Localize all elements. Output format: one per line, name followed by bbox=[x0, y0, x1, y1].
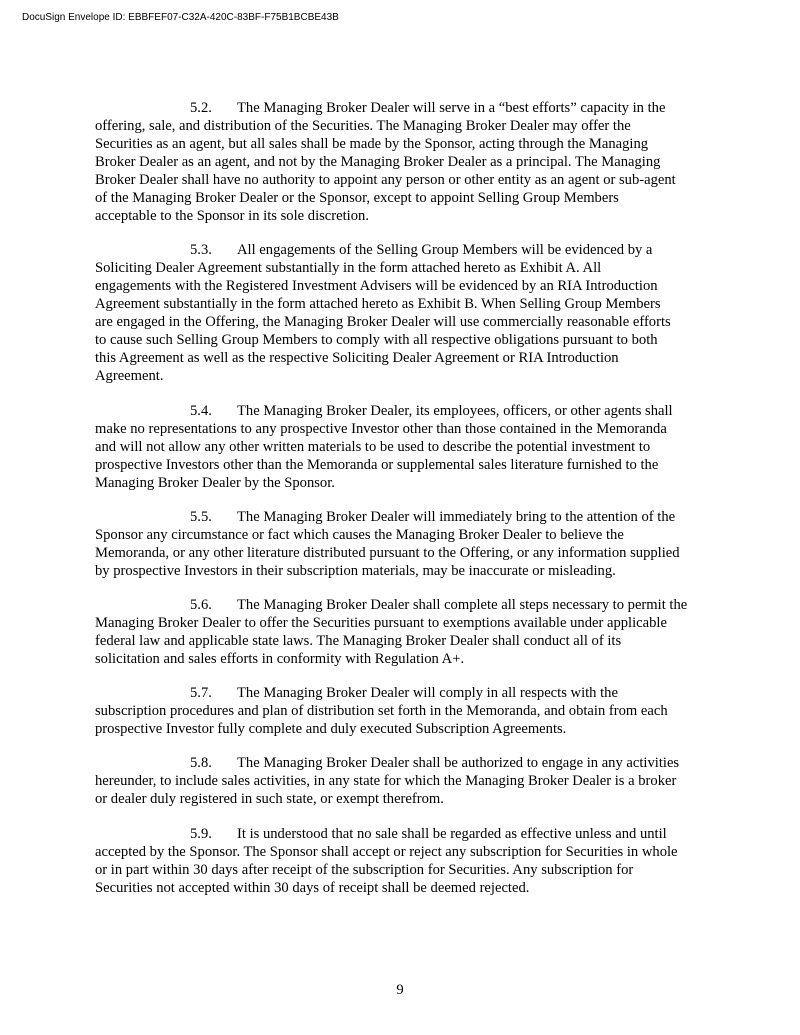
line-text: The Managing Broker Dealer will serve in a “best efforts” capacity in the bbox=[237, 100, 666, 116]
text-line bbox=[95, 153, 735, 171]
line-text: federal law and applicable state laws. The Managing Broker Dealer shall conduct all of its bbox=[95, 633, 622, 649]
text-line bbox=[95, 241, 735, 259]
section-5-7 bbox=[95, 684, 735, 738]
line-text: are engaged in the Offering, the Managing Broker Dealer will use commercially reasonable efforts bbox=[95, 314, 671, 330]
text-line bbox=[95, 720, 735, 738]
page-number: 9 bbox=[396, 982, 404, 998]
section-number: 5.7. bbox=[190, 685, 212, 701]
section-number: 5.8. bbox=[190, 755, 212, 771]
text-line bbox=[95, 790, 735, 808]
section-number: 5.5. bbox=[190, 509, 212, 525]
text-line bbox=[95, 171, 735, 189]
line-text: prospective Investors other than the Memoranda or supplemental sales literature furnished to the bbox=[95, 457, 659, 473]
text-line bbox=[95, 632, 735, 650]
line-text: Broker Dealer shall have no authority to appoint any person or other entity as an agent or sub-agent bbox=[95, 172, 676, 188]
section-number: 5.9. bbox=[190, 826, 212, 842]
line-text: or dealer duly registered in such state, or exempt therefrom. bbox=[95, 791, 444, 807]
line-text: The Managing Broker Dealer shall be authorized to engage in any activities bbox=[237, 755, 680, 771]
line-text: The Managing Broker Dealer, its employees, officers, or other agents shall bbox=[237, 403, 673, 419]
section-number: 5.4. bbox=[190, 403, 212, 419]
section-5-3 bbox=[95, 241, 735, 385]
line-text: Securities not accepted within 30 days of receipt shall be deemed rejected. bbox=[95, 880, 530, 896]
line-text: The Managing Broker Dealer will immediately bring to the attention of the bbox=[237, 509, 676, 525]
section-5-4 bbox=[95, 402, 735, 492]
text-line bbox=[95, 650, 735, 668]
text-line bbox=[95, 596, 735, 614]
text-line bbox=[95, 313, 735, 331]
text-line bbox=[95, 754, 735, 772]
line-text: hereunder, to include sales activities, in any state for which the Managing Broker Dealer is a broker bbox=[95, 773, 677, 789]
line-text: Agreement substantially in the form attached hereto as Exhibit B. When Selling Group Members bbox=[95, 296, 661, 312]
line-text: Memoranda, or any other literature distributed pursuant to the Offering, or any information supplied bbox=[95, 545, 680, 561]
text-line bbox=[95, 474, 735, 492]
section-5-5 bbox=[95, 508, 735, 580]
text-line bbox=[95, 277, 735, 295]
line-text: make no representations to any prospective Investor other than those contained in the Memoranda bbox=[95, 421, 667, 437]
text-line bbox=[95, 189, 735, 207]
text-line bbox=[95, 402, 735, 420]
text-line bbox=[95, 207, 735, 225]
line-text: Managing Broker Dealer by the Sponsor. bbox=[95, 475, 335, 491]
section-number: 5.2. bbox=[190, 100, 212, 116]
section-5-8 bbox=[95, 754, 735, 808]
text-line bbox=[95, 544, 735, 562]
line-text: Agreement. bbox=[95, 368, 164, 384]
line-text: Managing Broker Dealer to offer the Securities pursuant to exemptions available under applicable bbox=[95, 615, 667, 631]
line-text: The Managing Broker Dealer will comply in all respects with the bbox=[237, 685, 618, 701]
section-5-6 bbox=[95, 596, 735, 668]
text-line bbox=[95, 438, 735, 456]
line-text: acceptable to the Sponsor in its sole discretion. bbox=[95, 208, 369, 224]
text-line bbox=[95, 614, 735, 632]
line-text: engagements with the Registered Investment Advisers will be evidenced by an RIA Introduction bbox=[95, 278, 658, 294]
text-line bbox=[95, 349, 735, 367]
text-line bbox=[95, 420, 735, 438]
line-text: All engagements of the Selling Group Members will be evidenced by a bbox=[237, 242, 653, 258]
line-text: accepted by the Sponsor. The Sponsor shall accept or reject any subscription for Securities in whole bbox=[95, 844, 678, 860]
line-text: and will not allow any other written materials to be used to describe the potential investment to bbox=[95, 439, 651, 455]
line-text: to cause such Selling Group Members to comply with all respective obligations pursuant to both bbox=[95, 332, 658, 348]
line-text: It is understood that no sale shall be regarded as effective unless and until bbox=[237, 826, 667, 842]
text-line bbox=[95, 508, 735, 526]
line-text: Soliciting Dealer Agreement substantially in the form attached hereto as Exhibit A. All bbox=[95, 260, 602, 276]
text-line bbox=[95, 456, 735, 474]
text-line bbox=[95, 526, 735, 544]
line-text: by prospective Investors in their subscription materials, may be inaccurate or misleading. bbox=[95, 563, 616, 579]
line-text: solicitation and sales efforts in conformity with Regulation A+. bbox=[95, 651, 465, 667]
line-text: The Managing Broker Dealer shall complete all steps necessary to permit the bbox=[237, 597, 688, 613]
line-text: or in part within 30 days after receipt of the subscription for Securities. Any subscription for bbox=[95, 862, 634, 878]
line-text: subscription procedures and plan of distribution set forth in the Memoranda, and obtain from each bbox=[95, 703, 668, 719]
section-5-2 bbox=[95, 99, 735, 225]
line-text: Sponsor any circumstance or fact which causes the Managing Broker Dealer to believe the bbox=[95, 527, 624, 543]
section-number: 5.3. bbox=[190, 242, 212, 258]
line-text: this Agreement as well as the respective Soliciting Dealer Agreement or RIA Introduction bbox=[95, 350, 619, 366]
line-text: offering, sale, and distribution of the Securities. The Managing Broker Dealer may offer the bbox=[95, 118, 631, 134]
text-line bbox=[95, 861, 735, 879]
text-line bbox=[95, 562, 735, 580]
text-line bbox=[95, 367, 735, 385]
line-text: Securities as an agent, but all sales shall be made by the Sponsor, acting through the Managing bbox=[95, 136, 649, 152]
text-line bbox=[95, 684, 735, 702]
docusign-envelope-id: DocuSign Envelope ID: EBBFEF07-C32A-420C-83BF-F75B1BCBE43B bbox=[22, 12, 339, 23]
text-line bbox=[95, 99, 735, 117]
section-5-9 bbox=[95, 825, 735, 897]
text-line bbox=[95, 702, 735, 720]
text-line bbox=[95, 772, 735, 790]
text-line bbox=[95, 879, 735, 897]
line-text: Broker Dealer as an agent, and not by the Managing Broker Dealer as a principal. The Managing bbox=[95, 154, 661, 170]
section-number: 5.6. bbox=[190, 597, 212, 613]
line-text: of the Managing Broker Dealer or the Sponsor, except to appoint Selling Group Members bbox=[95, 190, 619, 206]
text-line bbox=[95, 117, 735, 135]
text-line bbox=[95, 825, 735, 843]
text-line bbox=[95, 295, 735, 313]
text-line bbox=[95, 843, 735, 861]
text-line bbox=[95, 331, 735, 349]
text-line bbox=[95, 259, 735, 277]
line-text: prospective Investor fully complete and duly executed Subscription Agreements. bbox=[95, 721, 567, 737]
text-line bbox=[95, 135, 735, 153]
